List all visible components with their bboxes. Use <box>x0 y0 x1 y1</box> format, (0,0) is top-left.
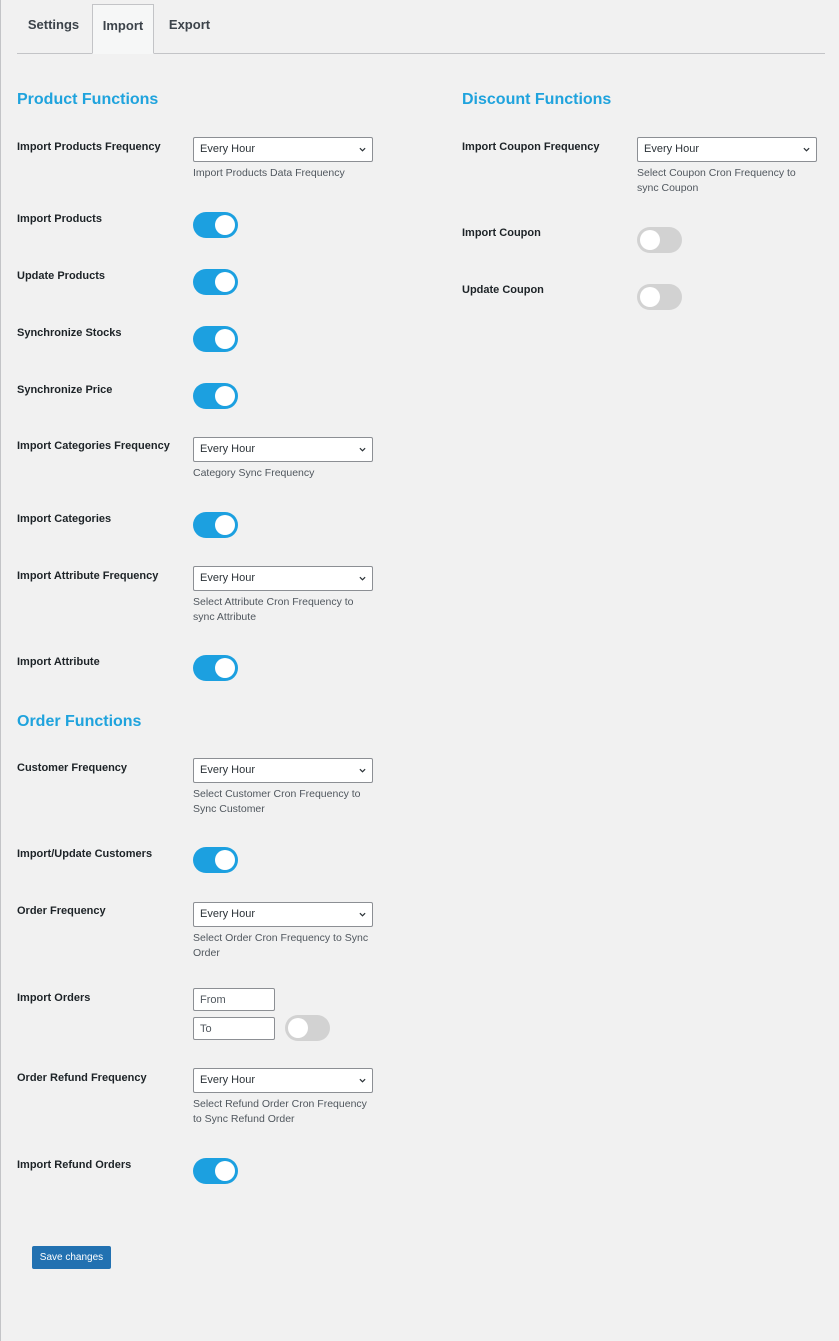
import-update-customers-label: Import/Update Customers <box>17 848 153 860</box>
import-products-frequency-help: Import Products Data Frequency <box>193 167 345 179</box>
toggle-knob <box>215 386 235 406</box>
tab-export[interactable]: Export <box>168 17 211 32</box>
import-coupon-frequency-label: Import Coupon Frequency <box>462 141 600 153</box>
import-coupon-frequency-select[interactable] <box>637 137 817 162</box>
import-refund-orders-label: Import Refund Orders <box>17 1159 132 1171</box>
import-attribute-toggle[interactable] <box>193 655 238 681</box>
sync-price-label: Synchronize Price <box>17 384 113 396</box>
toggle-knob <box>215 515 235 535</box>
select-value: Every Hour <box>200 143 256 155</box>
import-attribute-frequency-help: Select Attribute Cron Frequency to sync Attribute <box>193 596 354 623</box>
select-value: Every Hour <box>200 572 256 584</box>
tab-settings[interactable]: Settings <box>27 17 80 32</box>
chevron-down-icon <box>803 146 810 153</box>
update-coupon-label: Update Coupon <box>462 284 544 296</box>
update-products-toggle[interactable] <box>193 269 238 295</box>
toggle-knob <box>215 850 235 870</box>
import-categories-label: Import Categories <box>17 513 112 525</box>
update-products-label: Update Products <box>17 270 106 282</box>
chevron-down-icon <box>359 911 366 918</box>
toggle-knob <box>215 272 235 292</box>
order-frequency-label: Order Frequency <box>17 905 106 917</box>
toggle-knob <box>640 230 660 250</box>
update-coupon-toggle[interactable] <box>637 284 682 310</box>
customer-frequency-select[interactable] <box>193 758 373 783</box>
select-value: Every Hour <box>200 443 256 455</box>
tab-bar <box>17 4 825 54</box>
toggle-knob <box>288 1018 308 1038</box>
import-categories-frequency-label: Import Categories Frequency <box>17 440 170 452</box>
customer-frequency-help: Select Customer Cron Frequency to Sync Customer <box>193 788 361 815</box>
sync-price-toggle[interactable] <box>193 383 238 409</box>
import-products-frequency-select[interactable] <box>193 137 373 162</box>
product-functions-title: Product Functions <box>17 91 159 108</box>
import-products-frequency-label: Import Products Frequency <box>17 141 161 153</box>
order-refund-frequency-select[interactable] <box>193 1068 373 1093</box>
import-attribute-frequency-select[interactable] <box>193 566 373 591</box>
import-coupon-toggle[interactable] <box>637 227 682 253</box>
sync-stocks-label: Synchronize Stocks <box>17 327 122 339</box>
order-frequency-help: Select Order Cron Frequency to Sync Order <box>193 932 369 959</box>
select-value: Every Hour <box>200 1074 256 1086</box>
import-refund-orders-toggle[interactable] <box>193 1158 238 1184</box>
import-coupon-frequency-help: Select Coupon Cron Frequency to sync Coupon <box>637 167 796 194</box>
order-frequency-select[interactable] <box>193 902 373 927</box>
import-products-toggle[interactable] <box>193 212 238 238</box>
import-categories-toggle[interactable] <box>193 512 238 538</box>
chevron-down-icon <box>359 575 366 582</box>
sync-stocks-toggle[interactable] <box>193 326 238 352</box>
tab-import[interactable]: Import <box>92 4 154 54</box>
customer-frequency-label: Customer Frequency <box>17 762 128 774</box>
chevron-down-icon <box>359 1077 366 1084</box>
import-orders-label: Import Orders <box>17 992 91 1004</box>
import-products-label: Import Products <box>17 213 102 225</box>
chevron-down-icon <box>359 767 366 774</box>
toggle-knob <box>640 287 660 307</box>
import-attribute-frequency-label: Import Attribute Frequency <box>17 570 159 582</box>
save-changes-button[interactable]: Save changes <box>32 1246 111 1269</box>
select-value: Every Hour <box>200 908 256 920</box>
order-functions-title: Order Functions <box>17 713 142 730</box>
to-date-input[interactable] <box>193 1017 275 1040</box>
import-coupon-label: Import Coupon <box>462 227 541 239</box>
from-date-input[interactable] <box>193 988 275 1011</box>
toggle-knob <box>215 658 235 678</box>
order-refund-frequency-label: Order Refund Frequency <box>17 1072 147 1084</box>
discount-functions-title: Discount Functions <box>462 91 612 108</box>
select-value: Every Hour <box>644 143 700 155</box>
order-refund-frequency-help: Select Refund Order Cron Frequency to Sync Refund Order <box>193 1098 367 1125</box>
toggle-knob <box>215 329 235 349</box>
import-orders-toggle[interactable] <box>285 1015 330 1041</box>
chevron-down-icon <box>359 446 366 453</box>
import-categories-frequency-select[interactable] <box>193 437 373 462</box>
toggle-knob <box>215 1161 235 1181</box>
toggle-knob <box>215 215 235 235</box>
import-categories-frequency-help: Category Sync Frequency <box>193 467 315 479</box>
import-attribute-label: Import Attribute <box>17 656 100 668</box>
chevron-down-icon <box>359 146 366 153</box>
import-update-customers-toggle[interactable] <box>193 847 238 873</box>
select-value: Every Hour <box>200 764 256 776</box>
